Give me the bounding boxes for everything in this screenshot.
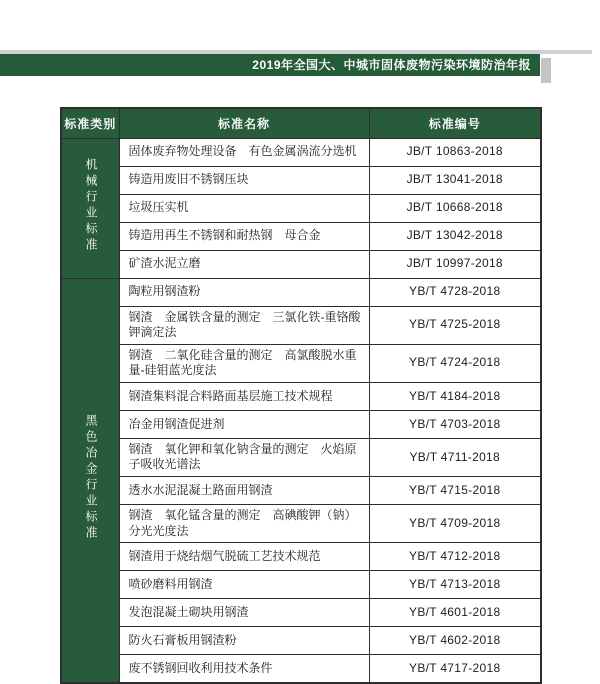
table-row bbox=[61, 138, 541, 166]
table-row bbox=[61, 543, 541, 571]
table-row bbox=[61, 278, 541, 306]
standard-code-cell: YB/T 4709-2018 bbox=[369, 505, 541, 543]
standard-name-cell: 防火石膏板用钢渣粉 bbox=[119, 627, 369, 655]
table-row bbox=[61, 306, 541, 344]
table-row bbox=[61, 438, 541, 476]
standard-name-cell: 冶金用钢渣促进剂 bbox=[119, 410, 369, 438]
standard-code-cell: JB/T 10863-2018 bbox=[369, 138, 541, 166]
table-row bbox=[61, 250, 541, 278]
standard-name-cell: 钢渣 氧化锰含量的测定 高碘酸钾（钠） 分光光度法 bbox=[119, 505, 369, 543]
standard-code-cell: YB/T 4602-2018 bbox=[369, 627, 541, 655]
standard-name-cell: 固体废弃物处理设备 有色金属涡流分选机 bbox=[119, 138, 369, 166]
table-header-row bbox=[61, 108, 541, 138]
header-name: 标准名称 bbox=[119, 108, 369, 138]
standard-name-cell: 钢渣 氧化钾和氧化钠含量的测定 火焰原子吸收光谱法 bbox=[119, 438, 369, 476]
standard-code-cell: YB/T 4728-2018 bbox=[369, 278, 541, 306]
table-row bbox=[61, 194, 541, 222]
table-row bbox=[61, 599, 541, 627]
standard-name-cell: 铸造用再生不锈钢和耐热钢 母合金 bbox=[119, 222, 369, 250]
table-row bbox=[61, 627, 541, 655]
standard-name-cell: 钢渣 二氧化硅含量的测定 高氯酸脱水重量-硅钼蓝光度法 bbox=[119, 344, 369, 382]
banner-title: 2019年全国大、中城市固体废物污染环境防治年报 bbox=[252, 58, 531, 72]
table-row bbox=[61, 382, 541, 410]
standard-code-cell: JB/T 10997-2018 bbox=[369, 250, 541, 278]
standard-code-cell: YB/T 4715-2018 bbox=[369, 477, 541, 505]
header-code: 标准编号 bbox=[369, 108, 541, 138]
table-row bbox=[61, 571, 541, 599]
standard-code-cell: YB/T 4724-2018 bbox=[369, 344, 541, 382]
standard-name-cell: 矿渣水泥立磨 bbox=[119, 250, 369, 278]
standard-code-cell: YB/T 4713-2018 bbox=[369, 571, 541, 599]
standard-name-cell: 透水水泥混凝土路面用钢渣 bbox=[119, 477, 369, 505]
standard-name-cell: 发泡混凝土砌块用钢渣 bbox=[119, 599, 369, 627]
standard-name-cell: 铸造用废旧不锈钢压块 bbox=[119, 166, 369, 194]
report-banner bbox=[0, 54, 540, 76]
standard-code-cell: JB/T 10668-2018 bbox=[369, 194, 541, 222]
standard-code-cell: YB/T 4725-2018 bbox=[369, 306, 541, 344]
table-row bbox=[61, 655, 541, 683]
standard-code-cell: YB/T 4703-2018 bbox=[369, 410, 541, 438]
standard-name-cell: 陶粒用钢渣粉 bbox=[119, 278, 369, 306]
table-row bbox=[61, 222, 541, 250]
standard-code-cell: YB/T 4717-2018 bbox=[369, 655, 541, 683]
category-cell bbox=[61, 278, 119, 683]
standards-table bbox=[60, 107, 542, 684]
standard-code-cell: YB/T 4184-2018 bbox=[369, 382, 541, 410]
standard-code-cell: JB/T 13042-2018 bbox=[369, 222, 541, 250]
table-row bbox=[61, 505, 541, 543]
standard-name-cell: 钢渣 金属铁含量的测定 三氯化铁-重铬酸钾滴定法 bbox=[119, 306, 369, 344]
standard-name-cell: 喷砂磨料用钢渣 bbox=[119, 571, 369, 599]
category-cell bbox=[61, 138, 119, 278]
category-vertical-label: 机械行业标准 bbox=[84, 157, 99, 254]
standard-name-cell: 钢渣集料混合料路面基层施工技术规程 bbox=[119, 382, 369, 410]
standard-name-cell: 钢渣用于烧结烟气脱硫工艺技术规范 bbox=[119, 543, 369, 571]
standard-name-cell: 垃圾压实机 bbox=[119, 194, 369, 222]
table-row bbox=[61, 410, 541, 438]
header-category: 标准类别 bbox=[61, 108, 119, 138]
standard-code-cell: YB/T 4601-2018 bbox=[369, 599, 541, 627]
standard-code-cell: YB/T 4711-2018 bbox=[369, 438, 541, 476]
standard-code-cell: YB/T 4712-2018 bbox=[369, 543, 541, 571]
standard-name-cell: 废不锈钢回收利用技术条件 bbox=[119, 655, 369, 683]
category-vertical-label: 黑色冶金行业标准 bbox=[84, 413, 99, 542]
standards-table-container bbox=[60, 107, 540, 684]
table-row bbox=[61, 344, 541, 382]
table-row bbox=[61, 477, 541, 505]
banner-right-shadow bbox=[541, 58, 551, 83]
table-row bbox=[61, 166, 541, 194]
standard-code-cell: JB/T 13041-2018 bbox=[369, 166, 541, 194]
